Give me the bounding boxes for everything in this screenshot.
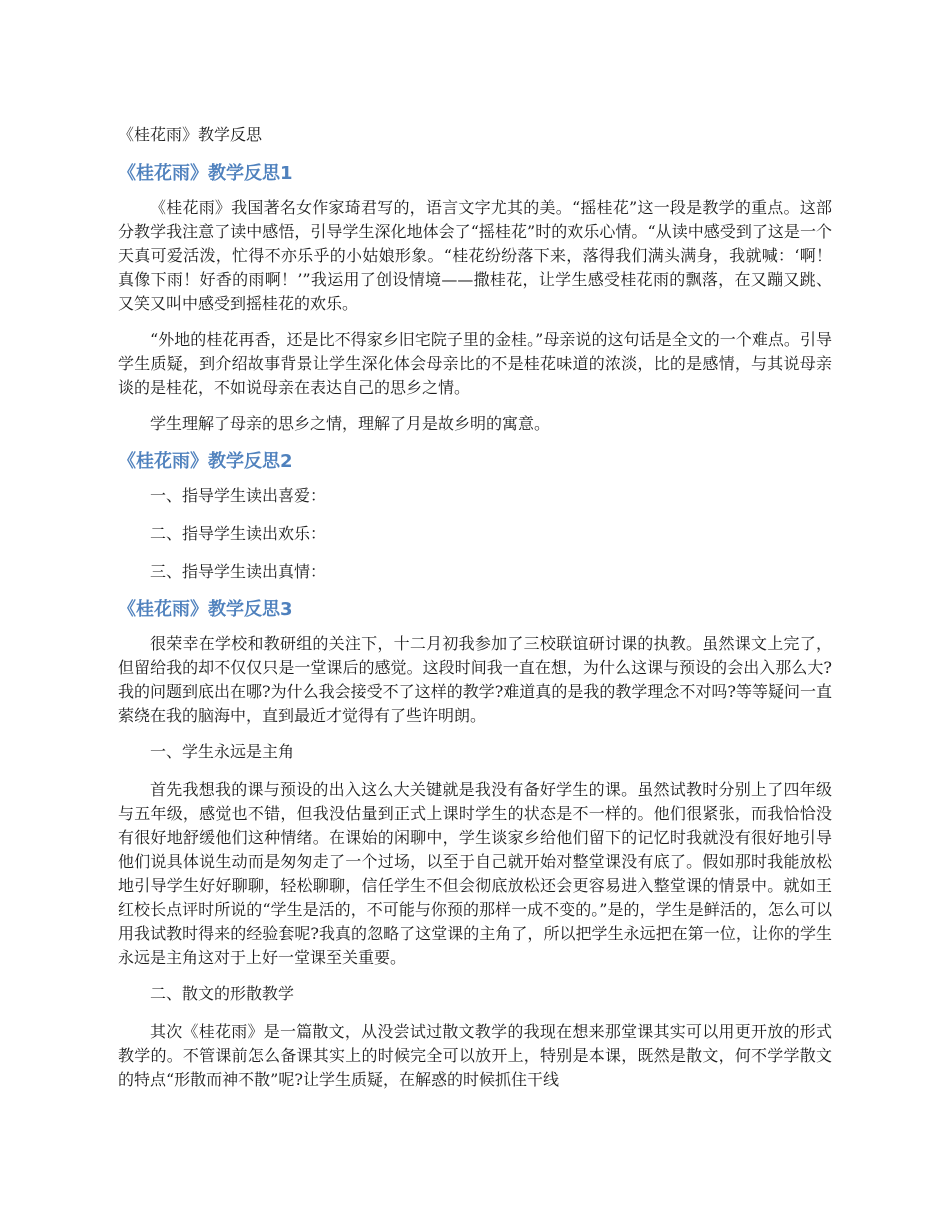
subheading: 二、散文的形散教学 bbox=[150, 984, 295, 1003]
section-heading: 《桂花雨》教学反思2 bbox=[118, 451, 293, 472]
paragraph: 《桂花雨》我国著名女作家琦君写的，语言文字尤其的美。“摇桂花”这一段是教学的重点。这部分教学我注意了读中感悟，引导学生深化地体会了“摇桂花”时的欢乐心情。“从读中感受到了这是一个天真可爱活泼，忙得不亦乐乎的小姑娘形象。“桂花纷纷落下来，落得我们满头满身，我就喊：‘啊！真像下雨！好香的雨啊！’”我运用了创设情境——撒桂花，让学生感受桂花雨的飘落，在又蹦又跳、又笑又叫中感受到摇桂花的欢乐。 bbox=[118, 198, 832, 313]
subheading: 一、学生永远是主角 bbox=[150, 742, 295, 761]
paragraph: 学生理解了母亲的思乡之情，理解了月是故乡明的寓意。 bbox=[150, 414, 551, 433]
paragraph: 其次《桂花雨》是一篇散文，从没尝试过散文教学的我现在想来那堂课其实可以用更开放的形式教学的。不管课前怎么备课其实上的时候完全可以放开上，特别是本课，既然是散文，何不学学散文的特点“形散而神不散”呢?让学生质疑，在解惑的时候抓住干线 bbox=[118, 1022, 832, 1089]
paragraph: 一、指导学生读出喜爱： bbox=[150, 486, 327, 505]
paragraph: 三、指导学生读出真情： bbox=[150, 562, 327, 581]
document-title: 《桂花雨》教学反思 bbox=[118, 125, 263, 144]
section-2 bbox=[118, 450, 832, 584]
paragraph: “外地的桂花再香，还是比不得家乡旧宅院子里的金桂。”母亲说的这句话是全文的一个难点。引导学生质疑，到介绍故事背景让学生深化体会母亲比的不是桂花味道的浓淡，比的是感情，与其说母亲谈的是桂花，不如说母亲在表达自己的思乡之情。 bbox=[118, 330, 832, 397]
section-1 bbox=[118, 162, 832, 436]
section-heading: 《桂花雨》教学反思3 bbox=[118, 599, 293, 620]
paragraph: 首先我想我的课与预设的出入这么大关键就是我没有备好学生的课。虽然试教时分别上了四年级与五年级，感觉也不错，但我没估量到正式上课时学生的状态是不一样的。他们很紧张，而我恰恰没有很好地舒缓他们这种情绪。在课始的闲聊中，学生谈家乡给他们留下的记忆时我就没有很好地引导他们说具体说生动而是匆匆走了一个过场，以至于自己就开始对整堂课没有底了。假如那时我能放松地引导学生好好聊聊，轻松聊聊，信任学生不但会彻底放松还会更容易进入整堂课的情景中。就如王红校长点评时所说的“学生是活的，不可能与你预的那样一成不变的。”是的，学生是鲜活的，怎么可以用我试教时得来的经验套呢?我真的忽略了这堂课的主角了，所以把学生永远把在第一位，让你的学生永远是主角这对于上好一堂课至关重要。 bbox=[118, 780, 832, 967]
section-heading: 《桂花雨》教学反思1 bbox=[118, 163, 293, 184]
section-3 bbox=[118, 598, 832, 1092]
paragraph: 很荣幸在学校和教研组的关注下，十二月初我参加了三校联谊研讨课的执教。虽然课文上完了，但留给我的却不仅仅只是一堂课后的感觉。这段时间我一直在想，为什么这课与预设的会出入那么大?我的问题到底出在哪?为什么我会接受不了这样的教学?难道真的是我的教学理念不对吗?等等疑问一直萦绕在我的脑海中，直到最近才觉得有了些许明朗。 bbox=[118, 634, 832, 725]
paragraph: 二、指导学生读出欢乐： bbox=[150, 524, 327, 543]
